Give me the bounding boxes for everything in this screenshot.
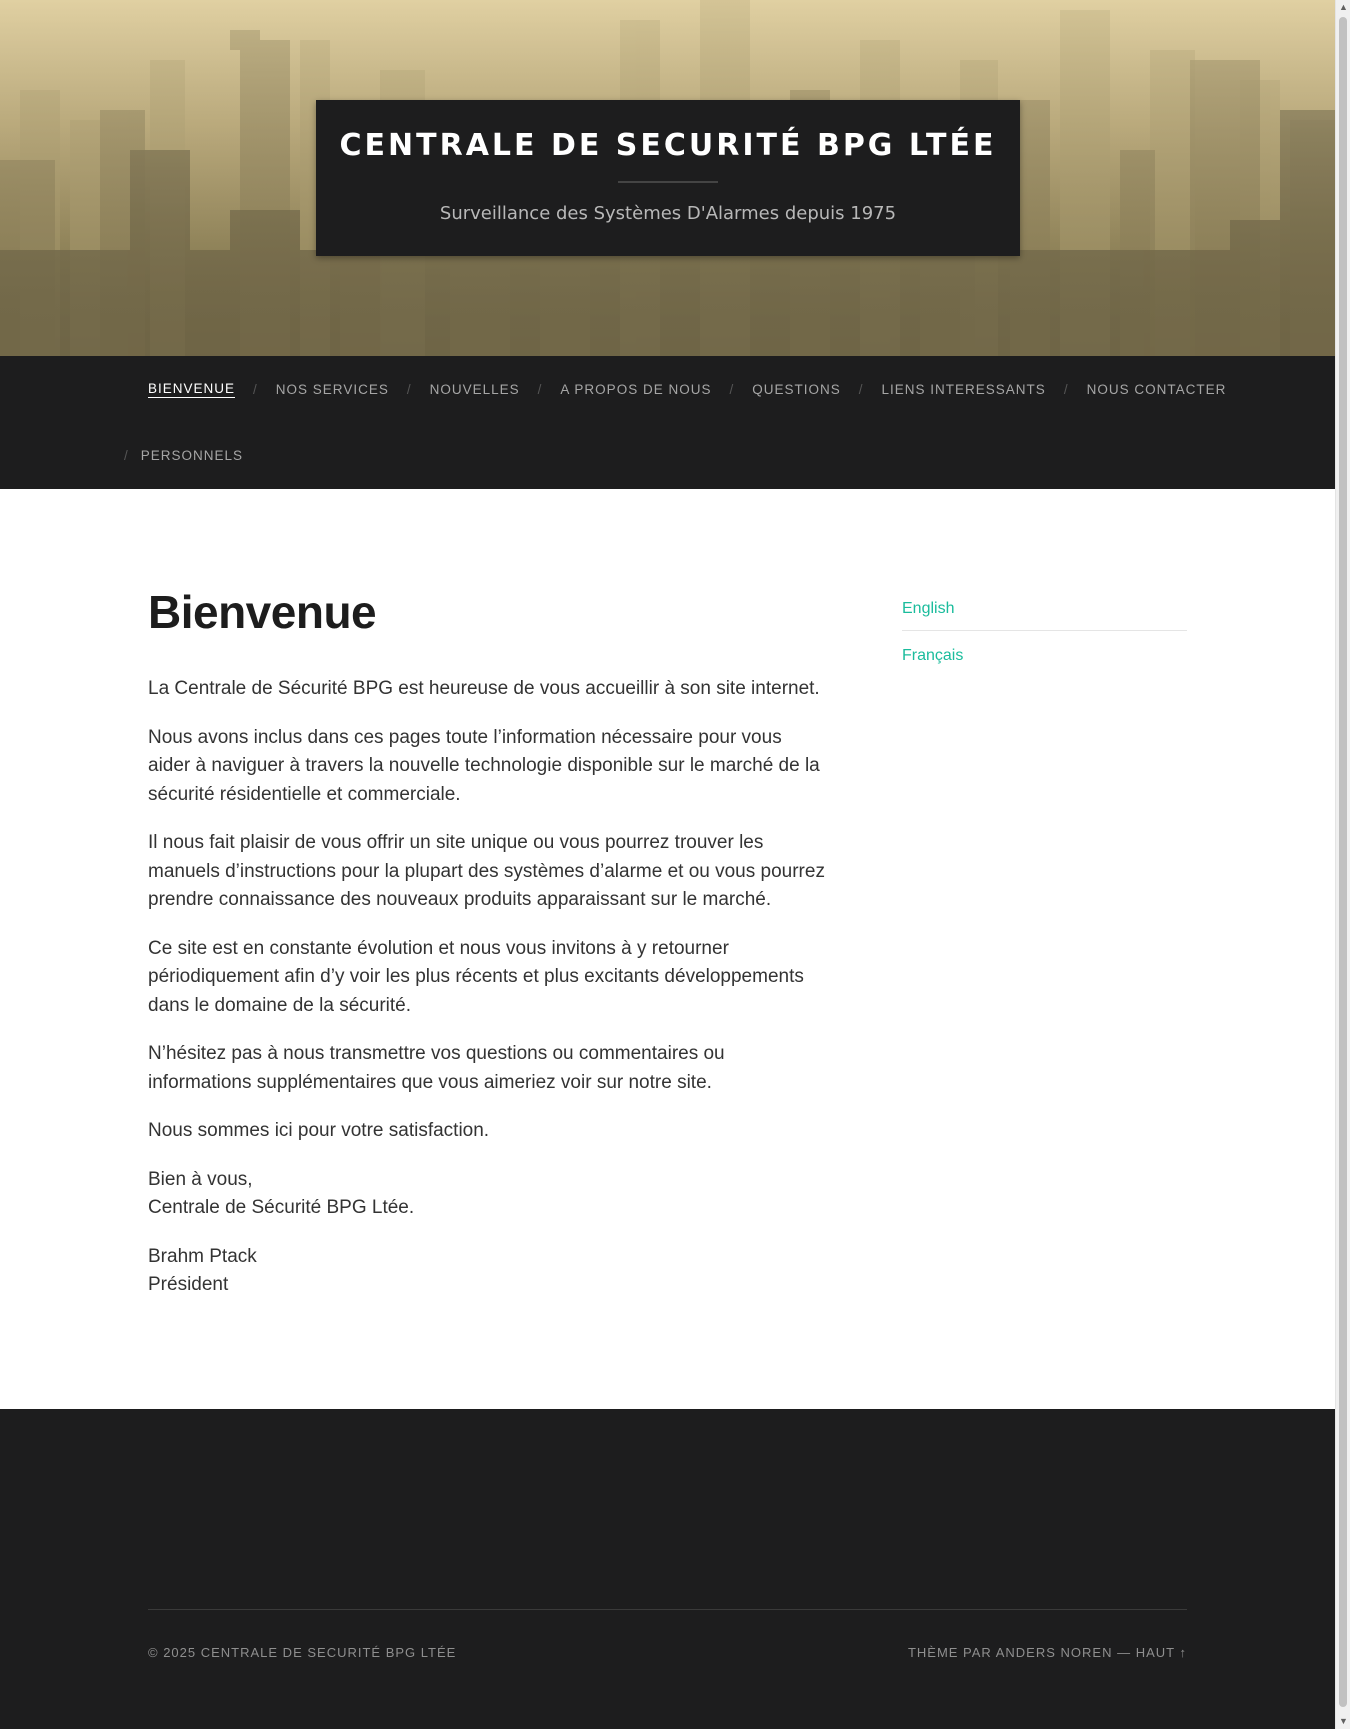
entry-content xyxy=(148,675,828,1300)
page-title: Bienvenue xyxy=(148,586,377,638)
nav-item-a-propos[interactable]: A PROPOS DE NOUS xyxy=(560,381,712,397)
theme-author-link[interactable]: ANDERS NOREN xyxy=(995,1645,1113,1660)
nav-row-1 xyxy=(0,356,1335,422)
scroll-down-arrow-icon[interactable]: ▼ xyxy=(1339,1716,1348,1726)
signature-name: Brahm Ptack xyxy=(148,1245,257,1267)
closing-paragraph xyxy=(148,1166,828,1223)
sidebar xyxy=(902,598,1187,677)
footer-divider xyxy=(148,1609,1187,1610)
site-title[interactable]: CENTRALE DE SECURITÉ BPG LTÉE xyxy=(339,128,997,163)
site-title-box xyxy=(316,100,1020,256)
nav-item-nos-services[interactable]: NOS SERVICES xyxy=(275,381,389,397)
title-divider xyxy=(618,181,718,183)
nav-separator: / xyxy=(253,381,258,397)
main-content xyxy=(148,585,828,1320)
closing-line: Bien à vous, xyxy=(148,1168,253,1190)
vertical-scrollbar[interactable] xyxy=(1335,0,1350,1729)
nav-item-liens[interactable]: LIENS INTERESSANTS xyxy=(881,381,1046,397)
paragraph: La Centrale de Sécurité BPG est heureuse de vous accueillir à son site internet. xyxy=(148,678,820,699)
nav-item-personnels[interactable]: PERSONNELS xyxy=(140,447,244,463)
scrollbar-thumb[interactable] xyxy=(1339,17,1347,1707)
nav-item-questions[interactable]: QUESTIONS xyxy=(752,381,841,397)
copyright-text[interactable]: © 2025 CENTRALE DE SECURITÉ BPG LTÉE xyxy=(148,1645,457,1660)
nav-separator: / xyxy=(537,381,543,397)
nav-separator: / xyxy=(1063,381,1069,397)
site-tagline: Surveillance des Systèmes D'Alarmes depuis 1975 xyxy=(439,203,897,224)
nav-item-bienvenue[interactable]: BIENVENUE xyxy=(148,380,236,396)
nav-item-nous-contacter[interactable]: NOUS CONTACTER xyxy=(1086,381,1227,397)
paragraph: Il nous fait plaisir de vous offrir un site unique ou vous pourrez trouver les manuels d’instructions pour la plupart des systèmes d’alarme et ou vous pourrez prendre connaissance des nouveaux produits apparaissant sur le marché. xyxy=(148,832,825,910)
language-link-francais[interactable]: Français xyxy=(902,647,964,664)
nav-separator: / xyxy=(124,447,129,463)
nav-item-nouvelles[interactable]: NOUVELLES xyxy=(429,381,520,397)
paragraph: Ce site est en constante évolution et nous vous invitons à y retourner périodiquement afin d’y voir les plus récents et plus excitants développements dans le domaine de la sécurité. xyxy=(148,937,804,1016)
footer-dash: — xyxy=(1117,1645,1132,1660)
back-to-top-link[interactable]: HAUT ↑ xyxy=(1135,1645,1187,1660)
paragraph: N’hésitez pas à nous transmettre vos questions ou commentaires ou informations supplémentaires que vous aimeriez voir sur notre site. xyxy=(148,1043,725,1093)
paragraph: Nous avons inclus dans ces pages toute l’information nécessaire pour vous aider à naviguer à travers la nouvelle technologie disponible sur le marché de la sécurité résidentielle et commerciale. xyxy=(148,726,820,805)
footer-copyright xyxy=(148,1645,456,1660)
closing-company: Centrale de Sécurité BPG Ltée. xyxy=(148,1197,415,1218)
nav-separator: / xyxy=(858,381,864,397)
nav-separator: / xyxy=(729,381,735,397)
theme-by-label: THÈME PAR xyxy=(907,1645,992,1660)
main-navigation xyxy=(0,356,1335,489)
signature xyxy=(148,1243,828,1300)
footer-credits xyxy=(908,1645,1187,1660)
site-footer xyxy=(0,1409,1335,1729)
language-link-english[interactable]: English xyxy=(902,598,1187,631)
nav-separator: / xyxy=(406,381,412,397)
signature-title: Président xyxy=(148,1274,229,1295)
paragraph: Nous sommes ici pour votre satisfaction. xyxy=(148,1120,490,1141)
header-banner xyxy=(0,0,1335,356)
nav-row-2 xyxy=(0,422,1335,488)
scroll-up-arrow-icon[interactable]: ▲ xyxy=(1339,2,1348,12)
